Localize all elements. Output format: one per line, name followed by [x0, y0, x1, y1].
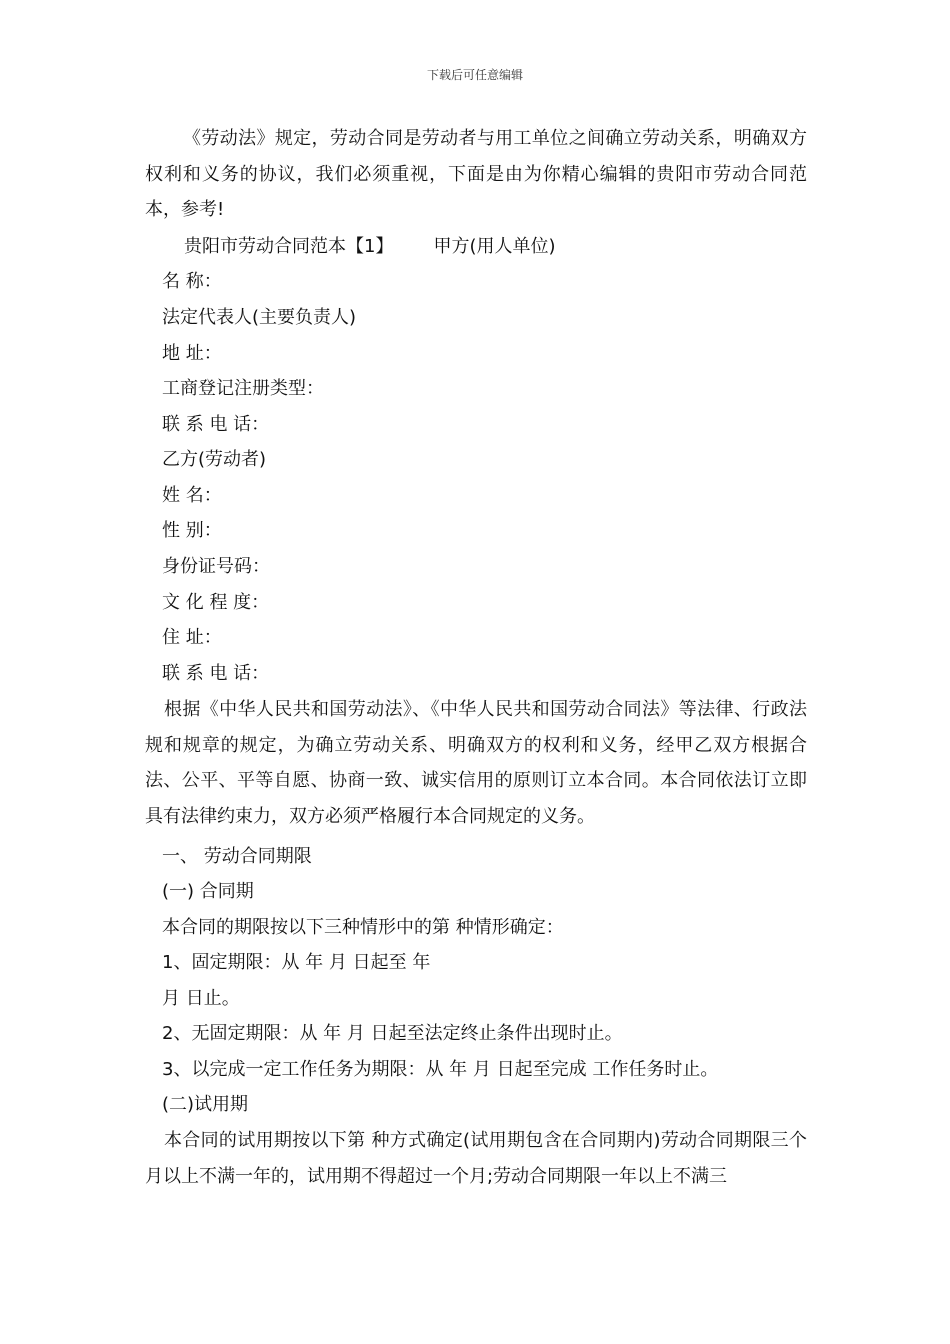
term-option-1-line-2: 月 日止。 [162, 988, 240, 1009]
title-line [184, 235, 556, 259]
term-option-2: 2、无固定期限：从 年 月 日起至法定终止条件出现时止。 [162, 1023, 623, 1044]
party-a-heading: 甲方(用人单位) [433, 236, 556, 257]
field-party-b-name: 姓 名： [162, 485, 222, 506]
probation-paragraph: 本合同的试用期按以下第 种方式确定(试用期包含在合同期内)劳动合同期限三个月以上不满一年的，试用期不得超过一个月;劳动合同期限一年以上不满三 [145, 1130, 807, 1187]
field-education: 文 化 程 度： [162, 592, 270, 613]
term-option-3: 3、以完成一定工作任务为期限：从 年 月 日起至完成 工作任务时止。 [162, 1059, 719, 1080]
term-option-1-line-1: 1、固定期限：从 年 月 日起至 年 [162, 952, 431, 973]
intro-paragraph: 《劳动法》规定，劳动合同是劳动者与用工单位之间确立劳动关系，明确双方权利和义务的协议，我们必须重视，下面是由为你精心编辑的贵阳市劳动合同范本，参考! [145, 128, 807, 220]
field-party-b-phone: 联 系 电 话： [162, 663, 270, 684]
field-registration-type: 工商登记注册类型： [162, 378, 324, 399]
party-b-heading: 乙方(劳动者) [162, 449, 267, 470]
contract-title: 贵阳市劳动合同范本【1】 [184, 236, 394, 257]
section-1-sub-contract-term: (一) 合同期 [162, 881, 254, 902]
field-id-number: 身份证号码： [162, 556, 270, 577]
section-1-heading: 一、 劳动合同期限 [162, 846, 312, 867]
term-intro: 本合同的期限按以下三种情形中的第 种情形确定： [162, 917, 564, 938]
field-name: 名 称： [162, 271, 222, 292]
field-gender: 性 别： [162, 520, 222, 541]
field-legal-representative: 法定代表人(主要负责人) [162, 307, 357, 328]
header-note: 下载后可任意编辑 [426, 68, 523, 82]
field-address: 地 址： [162, 343, 222, 364]
field-residence: 住 址： [162, 627, 222, 648]
field-party-a-phone: 联 系 电 话： [162, 414, 270, 435]
basis-paragraph: 根据《中华人民共和国劳动法》、《中华人民共和国劳动合同法》等法律、行政法规和规章的规定，为确立劳动关系、明确双方的权利和义务，经甲乙双方根据合法、公平、平等自愿、协商一致、诚实信用的原则订立本合同。本合同依法订立即具有法律约束力，双方必须严格履行本合同规定的义务。 [145, 699, 807, 827]
section-1-sub-probation: (二)试用期 [162, 1094, 249, 1115]
